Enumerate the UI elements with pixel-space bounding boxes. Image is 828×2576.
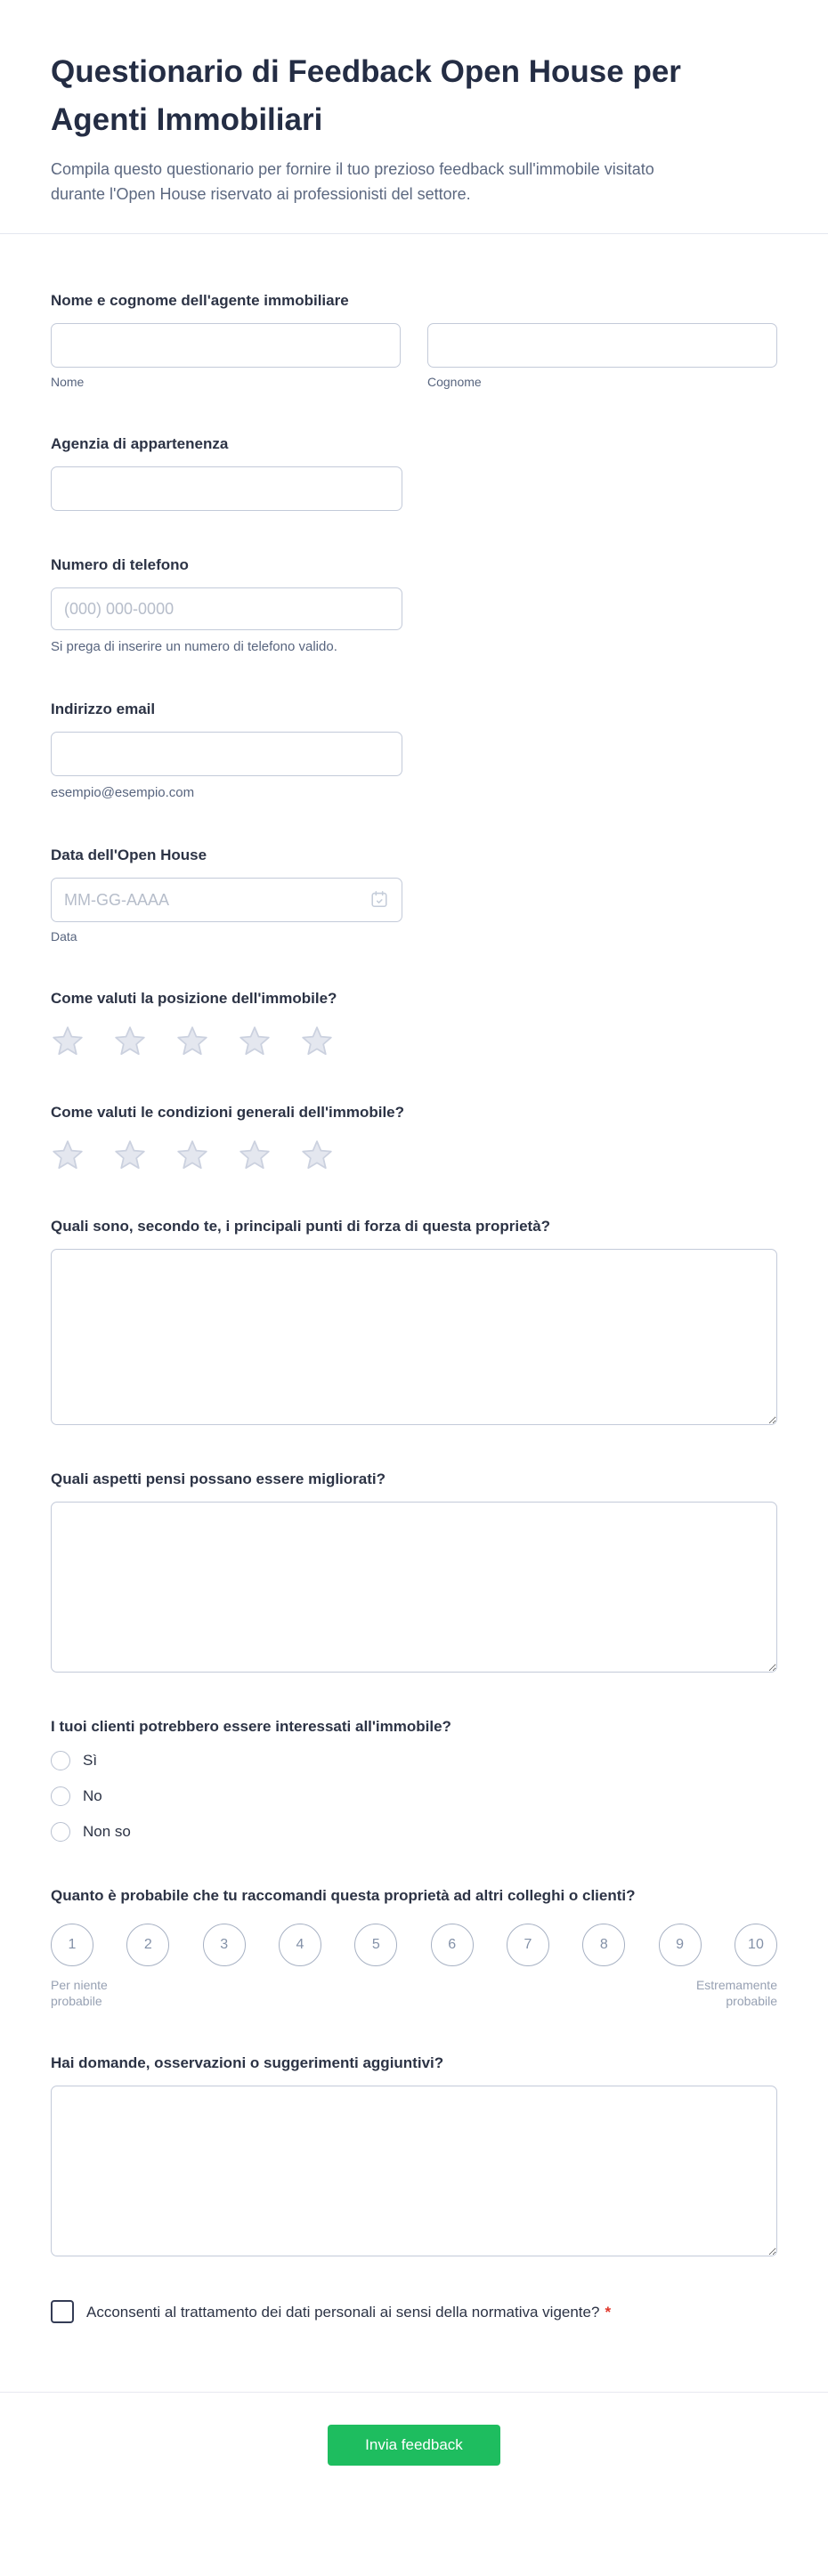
question-comments: [51, 2052, 777, 2256]
form-header: [0, 0, 828, 207]
phone-helper: Si prega di inserire un numero di telefono valido.: [51, 639, 337, 654]
star-icon[interactable]: [238, 1138, 272, 1172]
radio-option-label: No: [83, 1787, 102, 1804]
phone-input[interactable]: [51, 587, 402, 630]
star-icon[interactable]: [113, 1138, 147, 1172]
question-label: Indirizzo email: [51, 701, 156, 717]
star-rating-location: [51, 1025, 777, 1058]
strengths-textarea[interactable]: [51, 1249, 777, 1425]
radio-option-label: Non so: [83, 1823, 131, 1840]
first-name-input[interactable]: [51, 323, 401, 368]
radio-circle-icon: [51, 1751, 70, 1770]
scale-option[interactable]: 3: [203, 1924, 246, 1966]
question-rating-location: [51, 987, 777, 1058]
question-label: Quali sono, secondo te, i principali punti di forza di questa proprietà?: [51, 1218, 551, 1235]
form-footer: [0, 2393, 828, 2524]
last-name-group: [427, 323, 777, 390]
email-helper: esempio@esempio.com: [51, 785, 195, 800]
question-phone: [51, 554, 777, 655]
radio-option[interactable]: [51, 1786, 777, 1806]
star-icon[interactable]: [300, 1025, 334, 1058]
question-consent: [51, 2299, 638, 2326]
question-rating-condition: [51, 1101, 777, 1172]
scale-option[interactable]: 5: [354, 1924, 397, 1966]
star-icon[interactable]: [300, 1138, 334, 1172]
submit-button[interactable]: Invia feedback: [328, 2425, 500, 2466]
calendar-picker-button[interactable]: [369, 889, 389, 911]
agency-input[interactable]: [51, 466, 402, 511]
radio-group: [51, 1751, 777, 1842]
scale-option[interactable]: 7: [507, 1924, 549, 1966]
scale-option[interactable]: 6: [431, 1924, 474, 1966]
question-improvements: [51, 1468, 777, 1673]
star-icon[interactable]: [238, 1025, 272, 1058]
star-icon[interactable]: [175, 1138, 209, 1172]
star-icon[interactable]: [175, 1025, 209, 1058]
question-fullname: [51, 289, 777, 390]
star-icon[interactable]: [51, 1138, 85, 1172]
star-rating-condition: [51, 1138, 777, 1172]
comments-textarea[interactable]: [51, 2086, 777, 2256]
scale-option[interactable]: 1: [51, 1924, 93, 1966]
question-email: [51, 698, 777, 801]
star-icon[interactable]: [51, 1025, 85, 1058]
last-name-sublabel: Cognome: [427, 375, 482, 389]
question-label: I tuoi clienti potrebbero essere interessati all'immobile?: [51, 1718, 451, 1735]
last-name-input[interactable]: [427, 323, 777, 368]
form-title: Questionario di Feedback Open House per Agenti Immobiliari: [51, 54, 681, 137]
scale-options: [51, 1924, 777, 1966]
question-client-interest: [51, 1715, 777, 1842]
question-label: Quali aspetti pensi possano essere migliorati?: [51, 1470, 386, 1487]
scale-option[interactable]: 10: [735, 1924, 777, 1966]
first-name-group: [51, 323, 401, 390]
calendar-icon: [369, 889, 389, 911]
radio-option[interactable]: [51, 1822, 777, 1842]
question-label: Come valuti le condizioni generali dell'immobile?: [51, 1104, 405, 1121]
scale-option[interactable]: 4: [279, 1924, 321, 1966]
scale-option[interactable]: 9: [659, 1924, 702, 1966]
improvements-textarea[interactable]: [51, 1502, 777, 1673]
scale-option[interactable]: 8: [582, 1924, 625, 1966]
scale-min-label: Per niente probabile: [51, 1978, 108, 2008]
question-label: Hai domande, osservazioni o suggerimenti aggiuntivi?: [51, 2054, 444, 2071]
question-label: Agenzia di appartenenza: [51, 435, 229, 452]
date-input[interactable]: [64, 891, 369, 910]
question-label: Nome e cognome dell'agente immobiliare: [51, 292, 349, 309]
form-subtitle: Compila questo questionario per fornire il tuo prezioso feedback sull'immobile visitato durante l'Open House riservato ai professionisti del settore.: [51, 160, 654, 203]
scale-option[interactable]: 2: [126, 1924, 169, 1966]
first-name-sublabel: Nome: [51, 375, 85, 389]
question-agency: [51, 433, 777, 511]
question-label: Come valuti la posizione dell'immobile?: [51, 990, 337, 1007]
radio-option-label: Sì: [83, 1752, 98, 1769]
question-strengths: [51, 1215, 777, 1425]
question-label: Data dell'Open House: [51, 847, 207, 863]
radio-circle-icon: [51, 1822, 70, 1842]
date-sublabel: Data: [51, 929, 77, 944]
question-open-house-date: [51, 844, 777, 944]
consent-label: Acconsenti al trattamento dei dati personali ai sensi della normativa vigente?: [86, 2304, 600, 2321]
question-label: Quanto è probabile che tu raccomandi questa proprietà ad altri colleghi o clienti?: [51, 1887, 636, 1904]
consent-checkbox[interactable]: [51, 2300, 74, 2323]
question-label: Numero di telefono: [51, 556, 189, 573]
radio-circle-icon: [51, 1786, 70, 1806]
date-field[interactable]: [51, 878, 402, 922]
star-icon[interactable]: [113, 1025, 147, 1058]
email-input[interactable]: [51, 732, 402, 776]
radio-option[interactable]: [51, 1751, 777, 1770]
scale-edge-labels: [51, 1977, 777, 2009]
form-body: [0, 234, 828, 2326]
scale-max-label: Estremamente probabile: [695, 1978, 777, 2008]
question-recommend-scale: [51, 1884, 777, 2009]
required-marker: *: [605, 2304, 612, 2321]
